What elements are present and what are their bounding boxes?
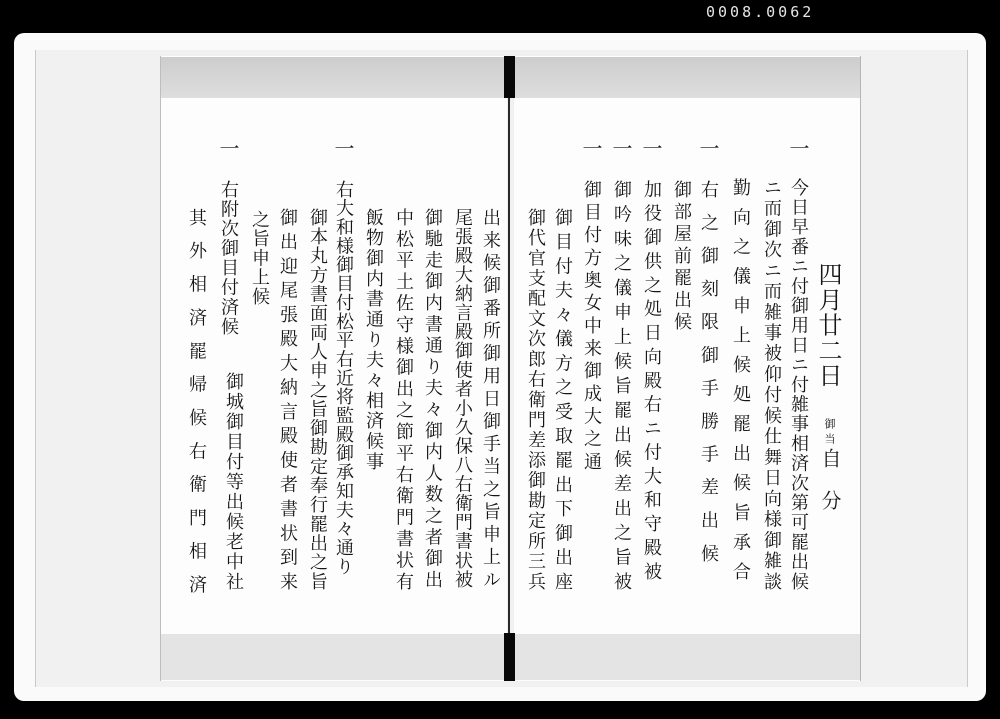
manuscript-column: 加役御供之処日向殿右ニ付大和守殿被	[641, 180, 662, 580]
item-mark: 一	[216, 138, 240, 158]
page-gutter	[508, 98, 510, 633]
item-mark: 一	[786, 138, 810, 158]
manuscript-column: 御目付方奥女中来御成大之通	[581, 180, 602, 470]
duty-name: 自分	[818, 448, 842, 510]
page-bottom-edge	[514, 634, 860, 680]
frame-number: 0008.0062	[706, 3, 815, 21]
page-top-edge	[514, 57, 860, 98]
manuscript-column: 御部屋前罷出候	[671, 180, 692, 330]
manuscript-column: 之旨申上候	[249, 210, 270, 305]
manuscript-column: 御代官支配文次郎右衛門差添御勘定所三兵	[525, 208, 546, 590]
item-mark: 一	[579, 138, 603, 158]
binding-clip-top	[504, 56, 515, 98]
item-mark: 一	[696, 138, 720, 158]
manuscript-column: 御本丸方書面両人申之旨御勘定奉行罷出之旨	[307, 208, 328, 590]
manuscript-column: 出来候御番所御用日御手当之旨申上ル	[480, 208, 501, 588]
item-mark: 一	[639, 138, 663, 158]
manuscript-column: 飯物御内書通り夫々相済候事	[363, 208, 384, 470]
manuscript-column: 御吟味之儀申上候旨罷出候差出之旨被	[611, 180, 632, 590]
duty-note: 御当	[823, 418, 836, 444]
manuscript-column-lower: 御城御目付等出候老中社	[223, 372, 244, 590]
page-top-edge	[161, 57, 507, 98]
manuscript-column: 尾張殿大納言殿御使者小久保八右衛門書状被	[452, 208, 473, 588]
binding-clip-bottom	[504, 633, 515, 681]
item-mark: 一	[609, 138, 633, 158]
manuscript-column: 勤向之儀申上候処罷出候旨承合	[730, 178, 751, 580]
manuscript-column: 其外相済罷帰候右衛門相済	[186, 208, 207, 593]
manuscript-column: 右大和様御目付松平右近将監殿御承知夫々通り	[333, 180, 354, 575]
item-mark: 一	[331, 138, 355, 158]
page-bottom-edge	[161, 634, 507, 680]
manuscript-column: 御目付夫々儀方之受取罷出下御出座	[552, 208, 573, 590]
manuscript-column: 今日早番ニ付御用日ニ付雑事相済次第可罷出候	[788, 178, 809, 590]
date-heading: 四月廿二日	[814, 262, 842, 387]
manuscript-column: 御馳走御内書通り夫々御内人数之者御出	[422, 208, 443, 588]
manuscript-column: 御出迎尾張殿大納言殿使者書状到来	[277, 208, 298, 590]
manuscript-column: 中松平土佐守様御出之節平右衛門書状有	[393, 208, 414, 590]
manuscript-column: ニ而御次ニ而雑事被仰付候仕舞日向様御雑談	[761, 178, 782, 590]
manuscript-column: 右之御刻限御手勝手差出候	[698, 180, 719, 562]
manuscript-column: 右附次御目付済候	[218, 180, 239, 335]
